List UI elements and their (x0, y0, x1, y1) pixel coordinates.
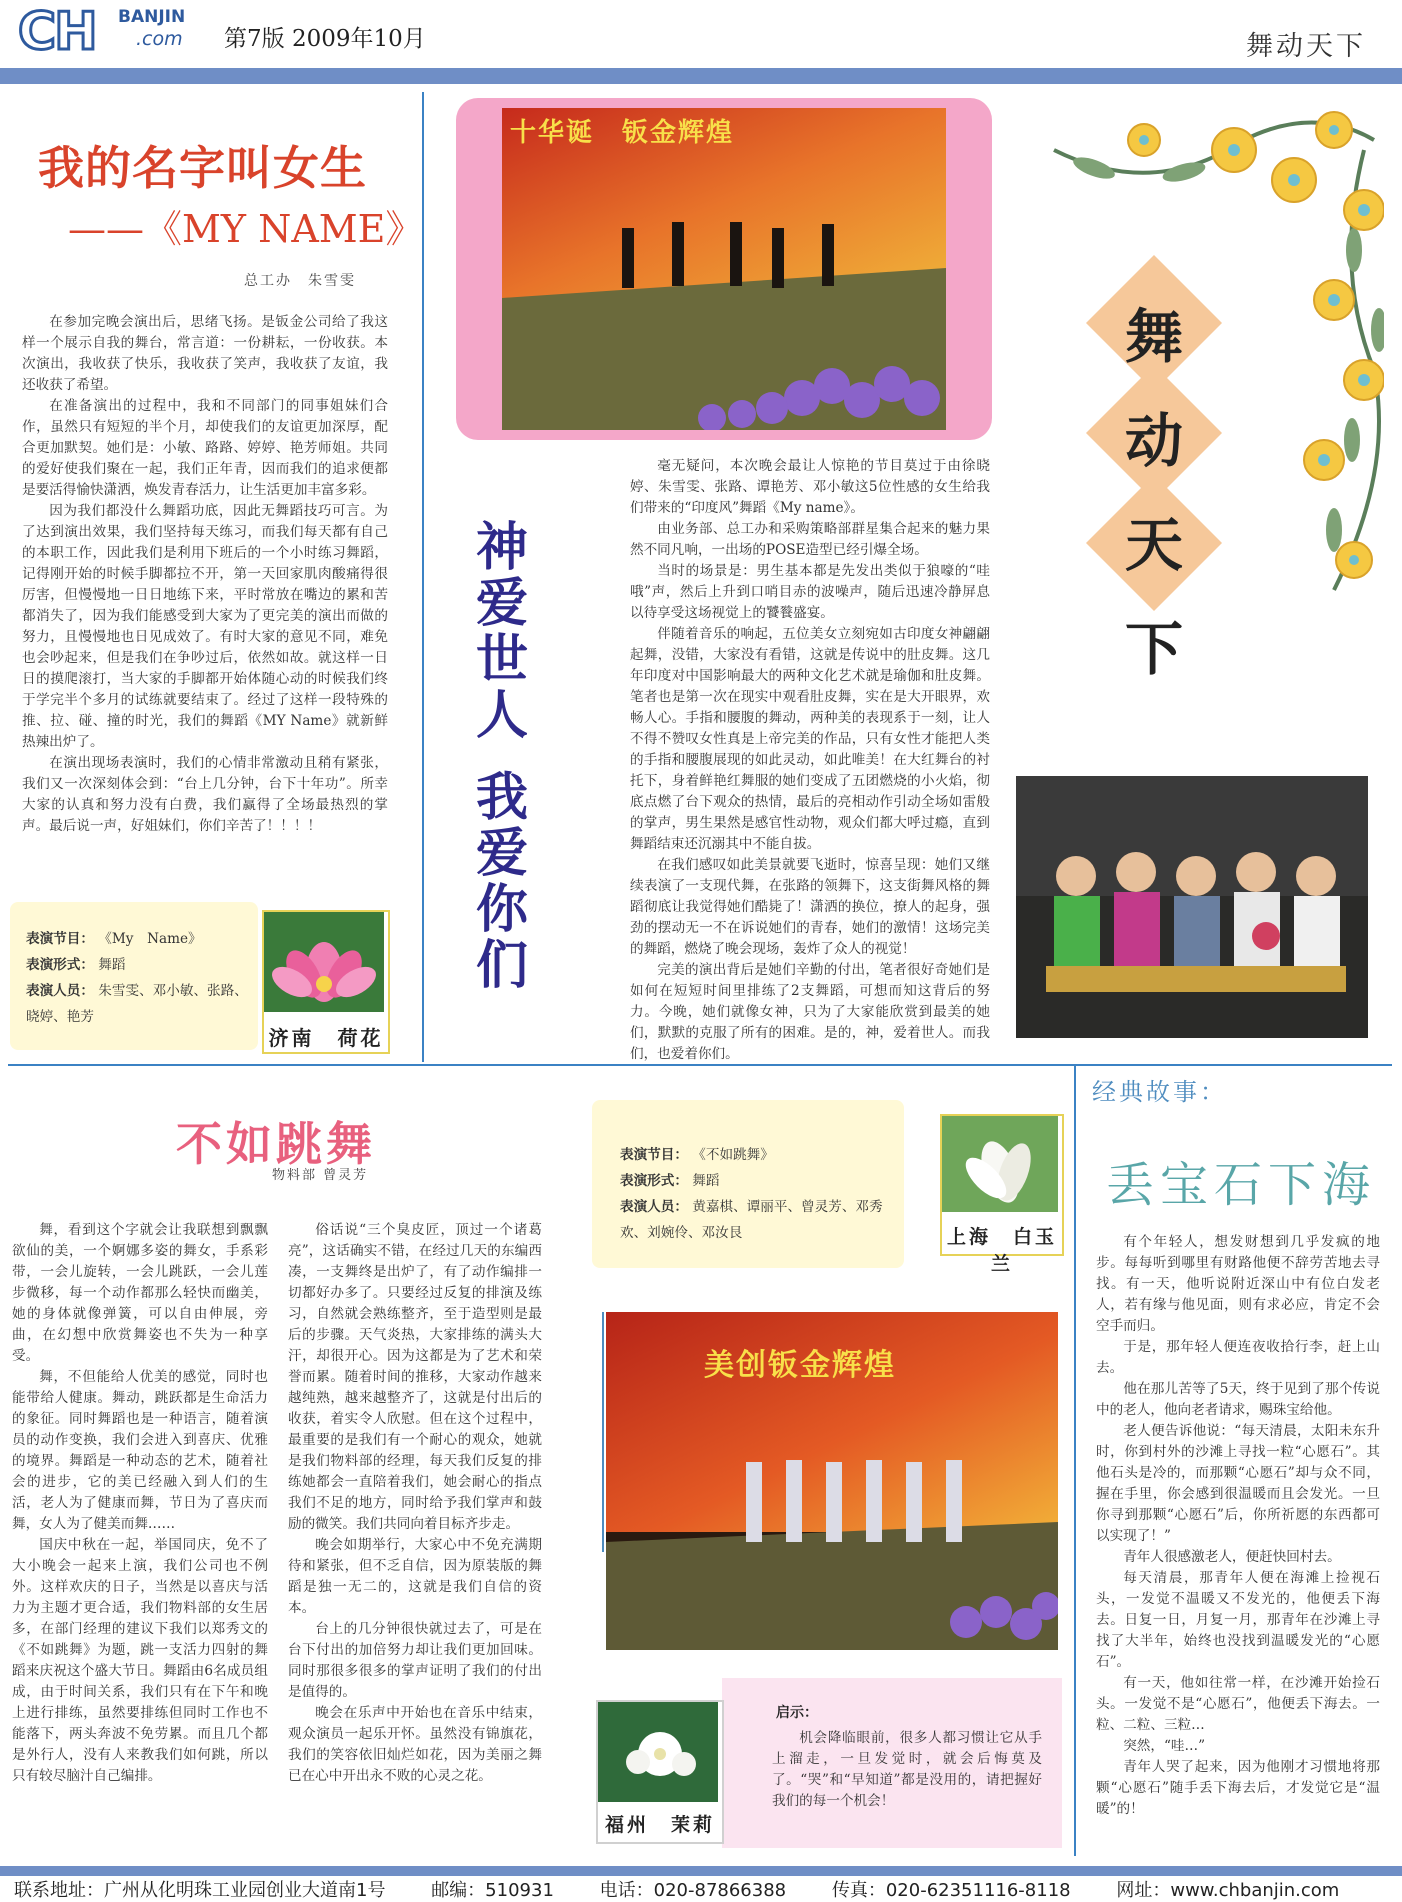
story-heading: 经典故事： (1092, 1078, 1227, 1106)
banner-text: 十华诞 钣金辉煌 (510, 118, 735, 148)
stage-image (502, 108, 946, 430)
info-value: 朱雪雯、邓小敏、张路、晓婷、艳芳 (26, 983, 248, 1025)
info-label: 表演节目： (26, 931, 94, 947)
paragraph: 伴随着音乐的响起，五位美女立刻宛如古印度女神翩翩起舞，没错，大家没有看错，这就是传说中的肚皮舞。这几年印度对中国影响最大的两种文化艺术就是瑜伽和肚皮舞。笔者也是第一次在现实中观看肚皮舞，实在是大开眼界，欢畅人心。手指和腰腹的舞动，两种美的表现系于一刻，让人不得不赞叹女性真是上帝完美的作品，只有女性才能把人类的手指和腰腹展现的如此灵动，如此唯美！在大红舞台的衬托下，身着鲜艳红舞服的她们变成了五团燃烧的小火焰，彻底点燃了台下观众的热情，最后的亮相动作引动全场如雷般的掌声，男生果然是感官性动物，观众们都大呼过瘾，直到舞蹈结束还沉溺其中不能自拔。 (630, 626, 990, 852)
decor-title: 舞动天下 (1124, 303, 1183, 683)
info-label: 表演形式： (620, 1173, 688, 1189)
article-subtitle: ——《MY NAME》 (68, 207, 424, 251)
paragraph: 毫无疑问，本次晚会最让人惊艳的节目莫过于由徐晓婷、朱雪雯、张路、谭艳芳、邓小敏这5位性感的女生给我们带来的“印度风”舞蹈《My name》。 (630, 458, 990, 516)
column-divider (1074, 1066, 1076, 1856)
paragraph: 俗话说“三个臭皮匠，顶过一个诸葛亮”，这话确实不错，在经过几天的东编西凑，一支舞终是出炉了，有了动作编排一切都好办多了。只要经过反复的排演及练习，自然就会熟练整齐，至于造型则是最后的步骤。天气炎热，大家排练的满头大汗，却很开心。因为这都是为了艺术和荣誉而累。随着时间的推移，大家动作越来越纯熟，越来越整齐了，这就是付出后的收获，着实令人欣慰。但在这个过程中，最重要的是我们有一个耐心的观众，她就是我们物料部的经理，每天我们反复的排练她都会一直陪着我们，她会耐心的指点我们不足的地方，同时给予我们掌声和鼓励的微笑。我们共同向着目标齐步走。 (288, 1222, 542, 1532)
article-body (630, 456, 990, 1065)
issue-info: 第7版 2009年10月 (224, 26, 426, 52)
flower-photo-lotus (262, 910, 390, 1054)
paragraph: 在准备演出的过程中，我和不同部门的同事姐妹们合作，虽然只有短短的半个月，却使我们的友谊更加深厚，配合更加默契。她们是：小敏、路路、婷婷、艳芳师姐。共同的爱好使我们聚在一起，我们正年青，因而我们的追求便都是要活得愉快潇洒，焕发青春活力，让生活更加丰富多彩。 (22, 398, 388, 498)
footer-bar (0, 1866, 1402, 1876)
flower-photo-jasmine (596, 1700, 724, 1844)
paragraph: 在参加完晚会演出后，思绪飞扬。是钣金公司给了我这样一个展示自我的舞台，常言道：一份耕耘，一份收获。本次演出，我收获了快乐，我收获了笑声，我收获了友谊，我还收获了希望。 (22, 314, 388, 393)
footer-address: 联系地址：广州从化明珠工业园创业大道南1号 (14, 1880, 386, 1901)
paragraph: 青年人很感激老人，便赶快回村去。 (1123, 1549, 1341, 1565)
paragraph: 台上的几分钟很快就过去了，可是在台下付出的加倍努力却让我们更加回味。同时那很多很多的掌声证明了我们的付出是值得的。 (288, 1621, 542, 1700)
info-value: 黄嘉棋、谭丽平、曾灵芳、邓秀欢、刘婉伶、邓汝艮 (620, 1199, 883, 1241)
logo-domain: .com (136, 28, 183, 50)
flower-caption: 福州 茉莉 (604, 1814, 715, 1836)
floral-icon (1034, 110, 1384, 650)
paragraph: 舞，不但能给人优美的感觉，同时也能带给人健康。舞动，跳跃都是生命活力的象征。同时舞蹈也是一种语言，随着演员的动作变换，我们会进入到喜庆、优雅的境界。舞蹈是一种动态的艺术，随着社会的进步，它的美已经融入到人们的生活，老人为了健康而舞，节日为了喜庆而舞，女人为了健美而舞…… (12, 1369, 268, 1532)
hint-box (722, 1678, 1062, 1848)
paragraph: 有个年轻人，想发财想到几乎发疯的地步。每每听到哪里有财路他便不辞劳苦地去寻找。有一天，他听说附近深山中有位白发老人，若有缘与他见面，则有求必应，肯定不会空手而归。 (1096, 1234, 1380, 1334)
paragraph: 当时的场景是：男生基本都是先发出类似于狼嚎的“哇哦”声，然后上升到口哨目赤的波噪声，随后迅速冷静屏息以待享受这场视觉上的饕餮盛宴。 (630, 563, 990, 621)
lotus-image (264, 912, 384, 1012)
article-body (22, 312, 388, 837)
floral-decoration (1034, 110, 1384, 650)
hint-label: 启示： (776, 1705, 818, 1721)
story-title: 丢宝石下海 (1106, 1157, 1377, 1213)
group-image (1016, 776, 1368, 1038)
group-photo (1016, 776, 1368, 1038)
flower-caption: 济南 荷花 (268, 1026, 384, 1050)
info-label: 表演节目： (620, 1147, 688, 1163)
info-value: 《不如跳舞》 (692, 1147, 774, 1163)
page-footer (14, 1876, 1394, 1902)
article-body-col2 (288, 1220, 542, 1787)
flower-caption: 上海 白玉兰 (946, 1226, 1057, 1275)
paragraph: 他在那儿苦等了5天，终于见到了那个传说中的老人，他向老者请求，赐珠宝给他。 (1096, 1381, 1380, 1418)
paragraph: 舞，看到这个字就会让我联想到飘飘欲仙的美，一个婀娜多姿的舞女，手系彩带，一会儿旋转，一会儿跳跃，一会儿莲步微移，每一个动作都那么轻快而幽美，她的身体就像弹簧，可以自由伸展，旁曲，在幻想中欣赏舞姿也不失为一种享受。 (12, 1222, 268, 1364)
paragraph: 于是，那年轻人便连夜收拾行李，赶上山去。 (1096, 1339, 1380, 1376)
story-body (1096, 1232, 1380, 1820)
article-body-col1 (12, 1220, 268, 1787)
vertical-slogan: 我爱你们 (475, 768, 528, 996)
section-name: 舞动天下 (1246, 31, 1366, 62)
info-label: 表演形式： (26, 957, 94, 973)
paragraph: 晚会如期举行，大家心中不免充满期待和紧张，但不乏自信，因为原装版的舞蹈是独一无二的，这就是我们自信的资本。 (288, 1537, 542, 1616)
magnolia-image (942, 1116, 1058, 1212)
paragraph: 晚会在乐声中开始也在音乐中结束，观众演员一起乐开怀。虽然没有锦旗花，我们的笑容依旧灿烂如花，因为美丽之舞已在心中开出永不败的心灵之花。 (288, 1705, 542, 1784)
info-value: 《My Name》 (98, 931, 202, 947)
performance-info (592, 1100, 904, 1268)
page-header (0, 0, 1402, 68)
article-title: 我的名字叫女生 (38, 141, 367, 195)
banner-text: 美创钣金辉煌 (704, 1348, 896, 1383)
byline: 总工办 朱雪雯 (244, 273, 356, 289)
paragraph: 在演出现场表演时，我们的心情非常激动且稍有紧张，我们又一次深刻体会到：“台上几分钟，台下十年功”。所幸大家的认真和努力没有白费，我们赢得了全场最热烈的掌声。最后说一声，好姐妹们，你们辛苦了！！！！ (22, 755, 388, 834)
paragraph: 每天清晨，那青年人便在海滩上捡视石头，一发觉不温暖又不发光的，他便丢下海去。日复一日，月复一月，那青年在沙滩上寻找了大半年，始终也没找到温暖发光的“心愿石”。 (1096, 1570, 1380, 1670)
footer-fax: 传真：020-62351116-8118 (831, 1880, 1071, 1901)
paragraph: 由业务部、总工办和采购策略部群星集合起来的魅力果然不同凡响，一出场的POSE造型已经引爆全场。 (630, 521, 990, 558)
logo-subtitle: BANJIN (118, 7, 186, 27)
paragraph: 突然，“哇…” (1123, 1738, 1206, 1754)
info-label: 表演人员： (620, 1199, 688, 1215)
hint-text: 机会降临眼前，很多人都习惯让它从手上溜走，一旦发觉时，就会后悔莫及了。“哭”和“早知道”都是没用的，请把握好我们的每一个机会！ (772, 1730, 1042, 1809)
footer-phone: 电话：020-87866388 (599, 1880, 787, 1901)
column-divider (602, 1312, 604, 1552)
byline: 物料部 曾灵芳 (272, 1168, 369, 1183)
paragraph: 青年人哭了起来，因为他刚才习惯地将那颗“心愿石”随手丢下海去后，才发觉它是“温暖”的！ (1096, 1759, 1380, 1817)
info-value: 舞蹈 (98, 957, 126, 973)
stage-photo-1 (502, 108, 946, 430)
performance-info (10, 902, 258, 1050)
paragraph: 老人便告诉他说：“每天清晨，太阳未东升时，你到村外的沙滩上寻找一粒“心愿石”。其他石头是冷的，而那颗“心愿石”却与众不同，握在手里，你会感到很温暖而且会发光。一旦你寻到那颗“心愿石”后，你所祈愿的东西都可以实现了！” (1096, 1423, 1380, 1544)
paragraph: 国庆中秋在一起，举国同庆，免不了大小晚会一起来上演，我们公司也不例外。这样欢庆的日子，当然是以喜庆与活力为主题才更合适，我们物料部的女生居多，在部门经理的建议下我们以郑秀文的《不如跳舞》为题，跳一支活力四射的舞蹈来庆祝这个盛大节日。舞蹈由6名成员组成，由于时间关系，我们只有在下午和晚上进行排练，虽然要排练但同时工作也不能落下，两头奔波不免劳累。而且几个都是外行人，没有人来教我们如何跳，所以只有较尽脑汁自己编排。 (12, 1537, 268, 1784)
paragraph: 完美的演出背后是她们辛勤的付出，笔者很好奇她们是如何在短短时间里排练了2支舞蹈，可想而知这背后的努力。今晚，她们就像女神，只为了大家能欣赏到最美的她们，默默的克服了所有的困难。是的，神，爱着世人。而我们，也爱着你们。 (630, 962, 990, 1062)
vertical-slogan: 神爱世人 (475, 518, 528, 746)
flower-photo-magnolia (940, 1114, 1064, 1275)
header-bar (0, 68, 1402, 84)
jasmine-image (598, 1702, 718, 1802)
info-value: 舞蹈 (692, 1173, 720, 1189)
article-title: 不如跳舞 (176, 1117, 376, 1171)
footer-website: 网址：www.chbanjin.com (1116, 1880, 1340, 1901)
paragraph: 有一天，他如往常一样，在沙滩开始捡石头。一发觉不是“心愿石”，他便丢下海去。一粒、二粒、三粒… (1096, 1675, 1380, 1733)
info-label: 表演人员： (26, 983, 94, 999)
paragraph: 因为我们都没什么舞蹈功底，因此无舞蹈技巧可言。为了达到演出效果，我们坚持每天练习，而我们每天都有自己的本职工作，因此我们是利用下班后的一个小时练习舞蹈，记得刚开始的时候手脚都拉不开，第一天回家肌肉酸痛得很厉害，但慢慢地一日日地练下来，平时常放在嘴边的累和苦都消失了，因为我们能感受到大家为了更完美的演出而做的努力，且慢慢地也日见成效了。有时大家的意见不同，难免也会吵起来，但是我们在争吵过后，依然如故。就这样一日日的摸爬滚打，当大家的手脚都开始体随心动的时候我们终于学完半个多月的试练就要结束了。经过了这样一段特殊的推、拉、碰、撞的时光，我们的舞蹈《MY Name》就新鲜热辣出炉了。 (22, 503, 388, 750)
logo: CH (18, 2, 96, 62)
footer-postcode: 邮编：510931 (431, 1880, 554, 1901)
paragraph: 在我们感叹如此美景就要飞逝时，惊喜呈现：她们又继续表演了一支现代舞，在张路的领舞下，这支街舞风格的舞蹈彻底让我觉得她们酷毙了！潇洒的换位，撩人的起身，强劲的摆动无一不在诉说她们的青春，她们的激情！这场完美的舞蹈，燃烧了晚会现场，轰炸了众人的视觉！ (630, 857, 990, 957)
